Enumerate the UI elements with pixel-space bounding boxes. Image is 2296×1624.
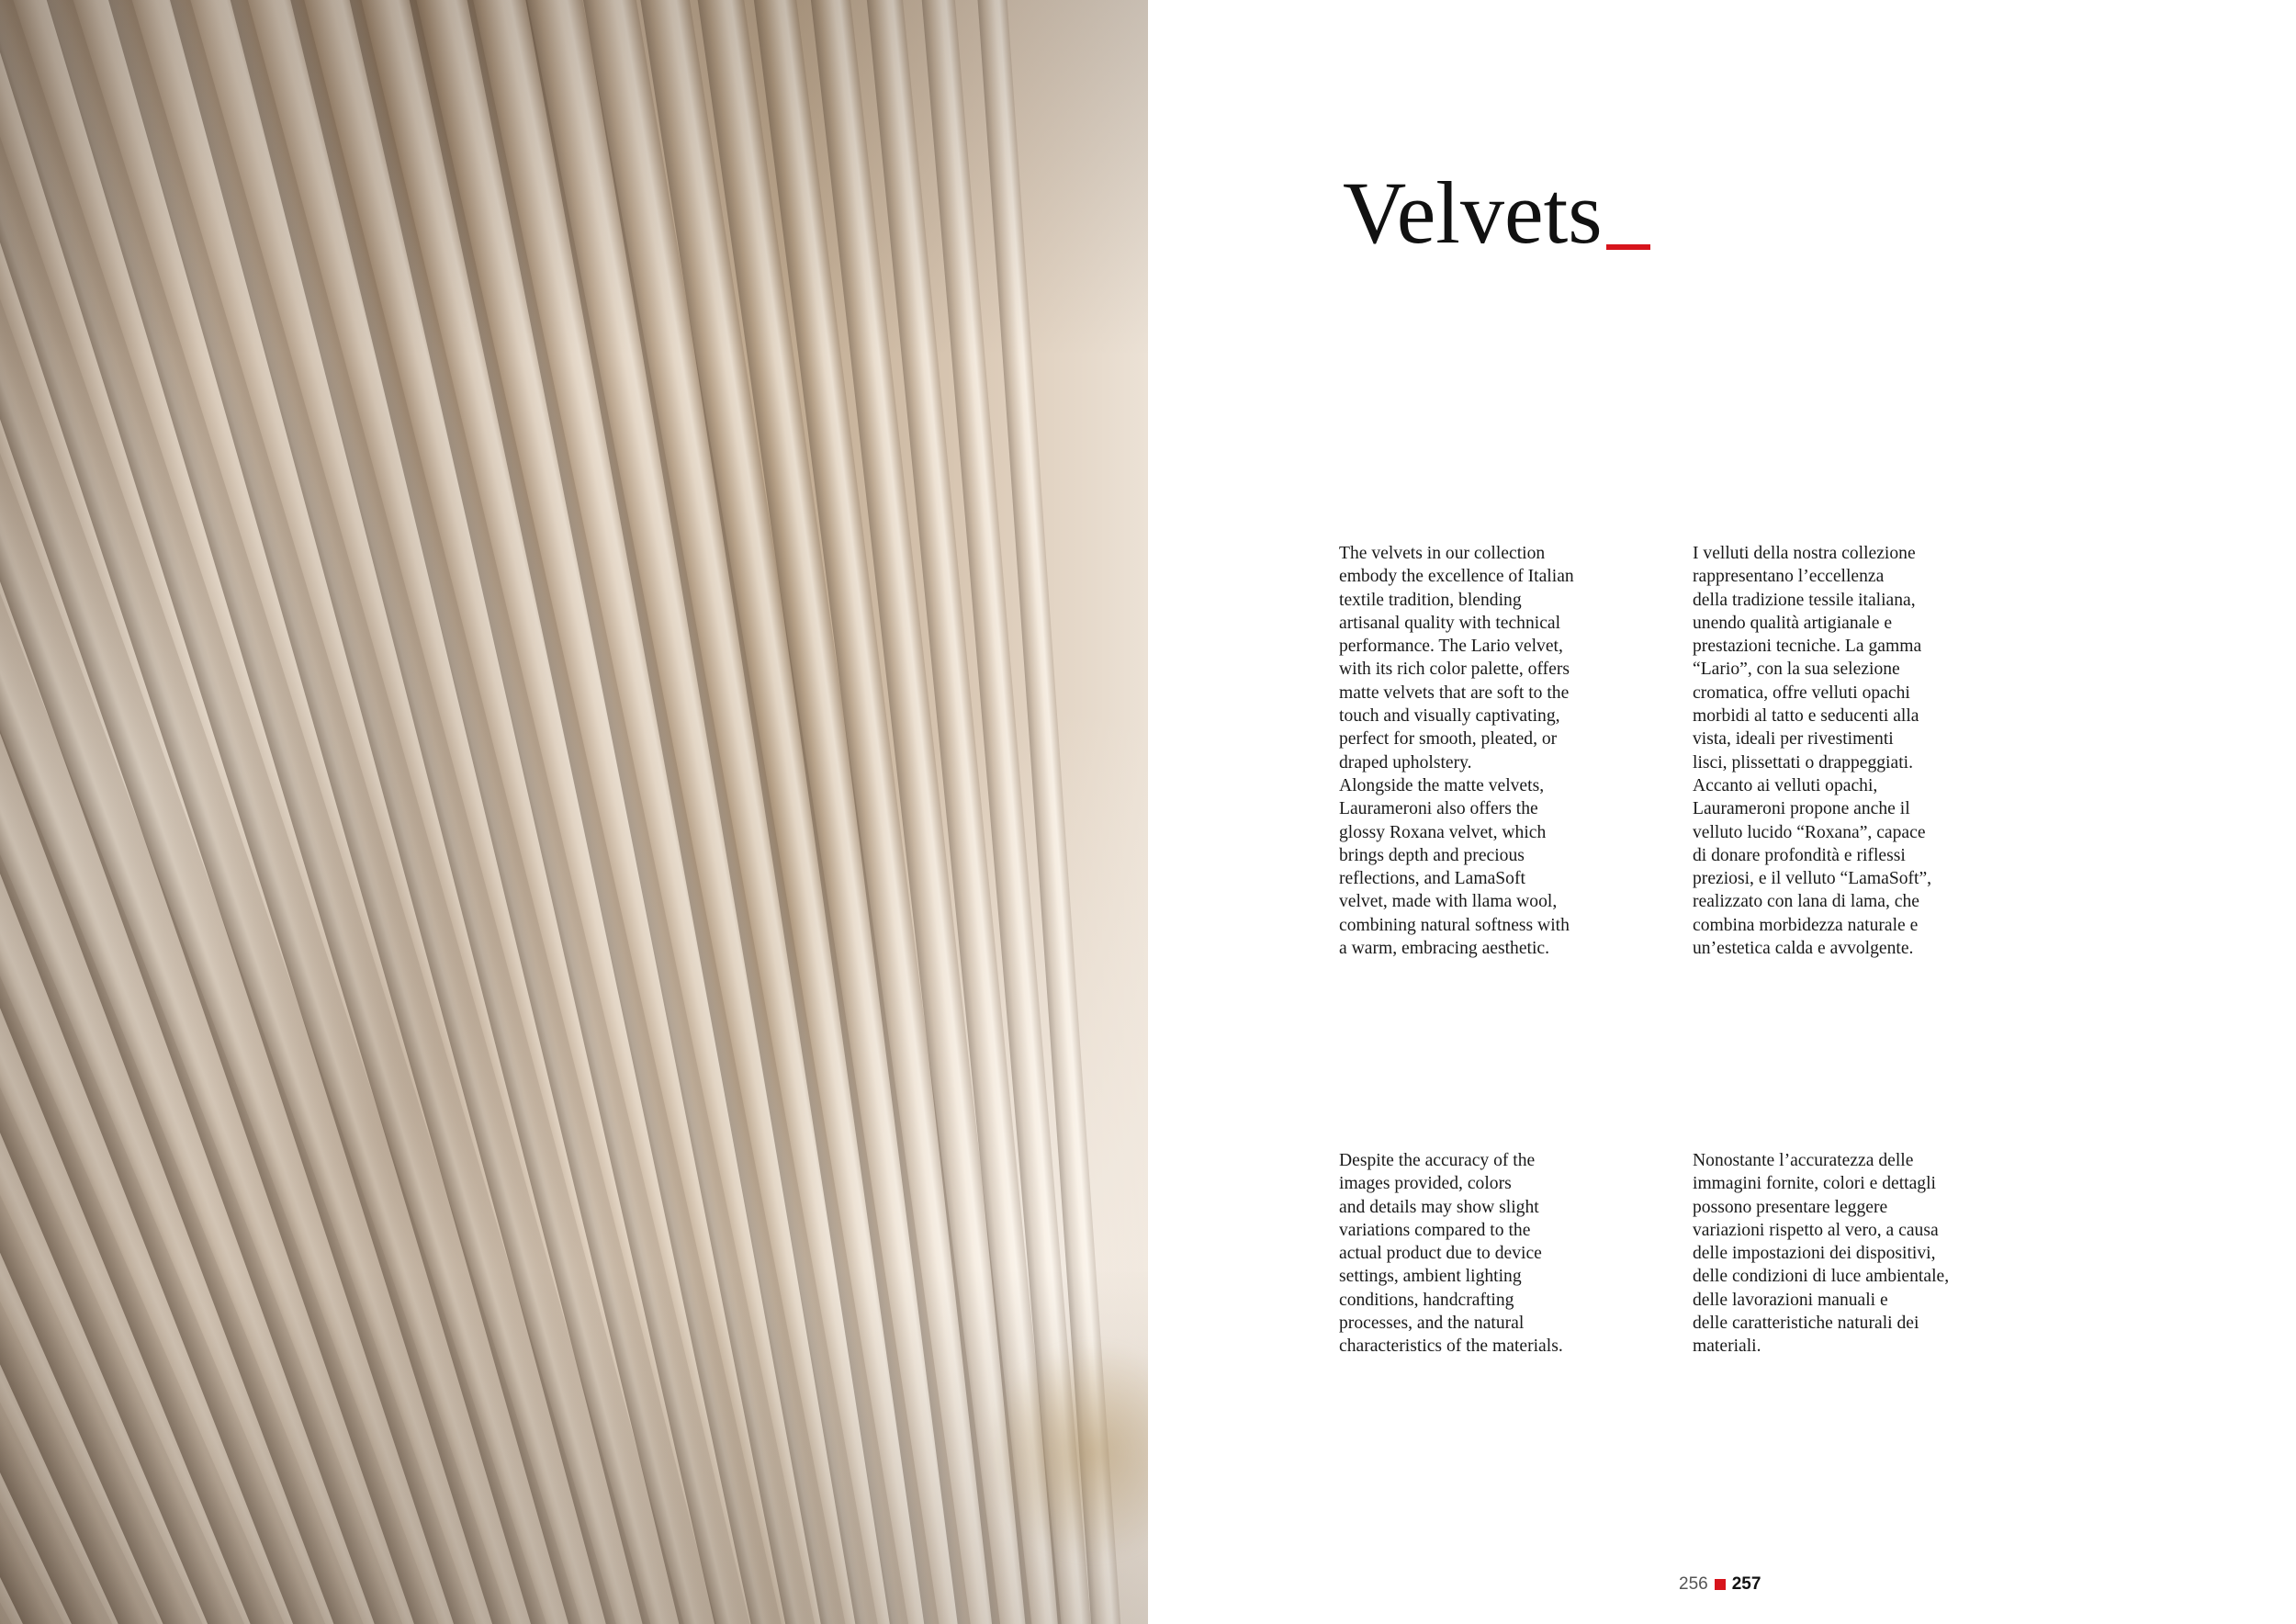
disclaimer-paragraph-english: Despite the accuracy of the images provided, colors and details may show slight variations compared to the actual product due to device settings, ambient lighting conditions, handcrafting processes, and the natural characteristics of the materials.	[1339, 1151, 1563, 1357]
folio-square-icon	[1715, 1579, 1726, 1590]
right-page-number: 257	[1731, 1574, 1761, 1594]
left-page-number: 256	[1679, 1574, 1708, 1594]
intro-paragraph-italian: I velluti della nostra collezione rappresentano l’eccellenza della tradizione tessile italiana, unendo qualità artigianale e prestazioni tecniche. La gamma “Lario”, con la sua selezione cromatica, offre velluti opachi morbidi al tatto e seducenti alla vista, ideali per rivestimenti lisci, plissettati o drappeggiati. Accanto ai velluti opachi, Laurameroni propone anche il velluto lucido “Roxana”, capace di donare profondità e riflessi preziosi, e il velluto “LamaSoft”, realizzato con lana di lama, che combina morbidezza naturale e un’estetica calda e avvolgente.	[1693, 544, 1932, 959]
title-accent-underscore	[1606, 244, 1650, 250]
page-numbers	[1679, 1574, 1761, 1595]
page-title-block	[1343, 147, 1650, 262]
intro-text-english	[1339, 542, 1624, 960]
disclaimer-text-italian	[1693, 1149, 1977, 1359]
disclaimer-paragraph-italian: Nonostante l’accuratezza delle immagini fornite, colori e dettagli possono presentare leggere variazioni rispetto al vero, a causa delle impostazioni dei dispositivi, delle condizioni di luce ambientale, delle lavorazioni manuali e delle caratteristiche naturali dei materiali.	[1693, 1151, 1950, 1357]
page-title: Velvets	[1343, 164, 1603, 262]
intro-paragraph-english: The velvets in our collection embody the excellence of Italian textile tradition, blending artisanal quality with technical performance. The Lario velvet, with its rich color palette, offers matte velvets that are soft to the touch and visually captivating, perfect for smooth, pleated, or draped upholstery. Alongside the matte velvets, Laurameroni also offers the glossy Roxana velvet, which brings depth and precious reflections, and LamaSoft velvet, made with llama wool, combining natural softness with a warm, embracing aesthetic.	[1339, 544, 1574, 959]
intro-text-italian	[1693, 542, 1977, 960]
disclaimer-text-english	[1339, 1149, 1624, 1359]
